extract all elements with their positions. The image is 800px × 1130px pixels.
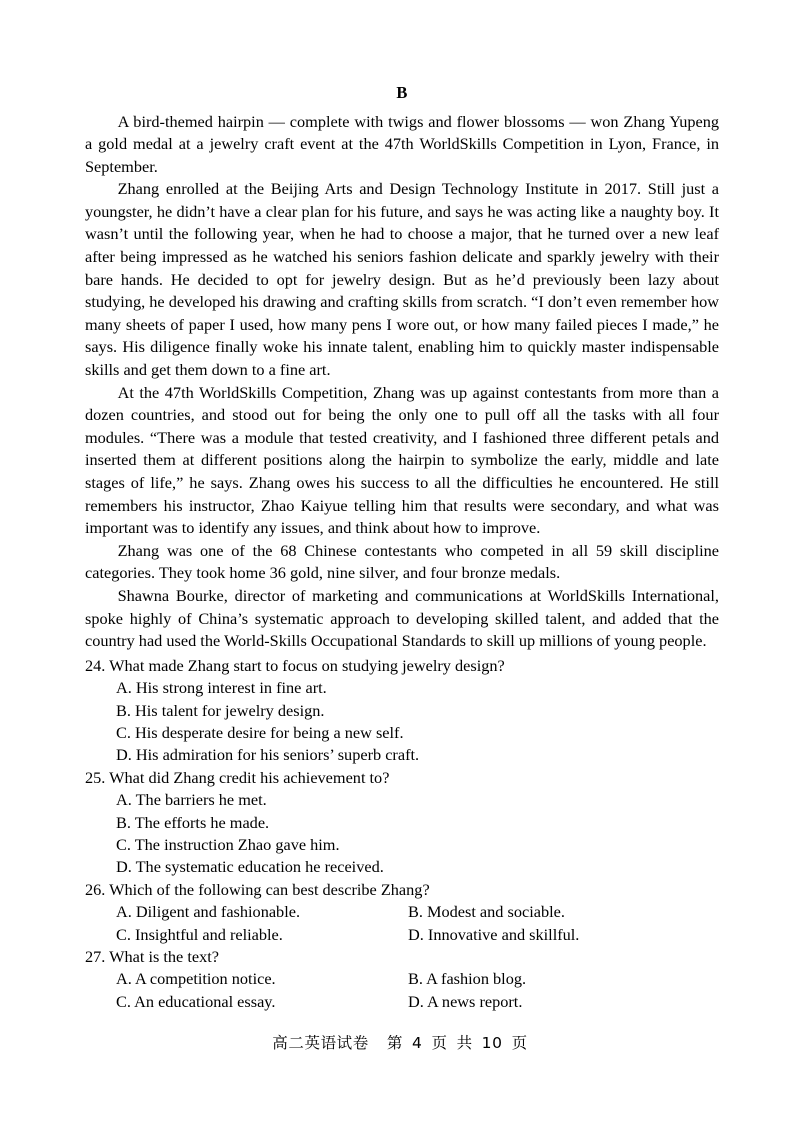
footer-page-unit-2: 页 [511,1034,528,1052]
section-heading: B [396,83,408,102]
question-27-option-c[interactable]: C. An educational essay. [116,991,276,1011]
page-content [85,82,719,1013]
question-27-option-b[interactable]: B. A fashion blog. [408,969,527,989]
question-26-option-a[interactable]: A. Diligent and fashionable. [116,902,301,922]
question-26-option-row-2 [85,924,719,946]
question-24-stem: 24. What made Zhang start to focus on studying jewelry design? [85,655,505,675]
question-26-option-b[interactable]: B. Modest and sociable. [408,902,565,922]
footer-of-label: 共 [456,1034,473,1052]
question-25-option-a[interactable]: A. The barriers he met. [116,790,267,810]
question-27-option-row-2 [85,991,719,1013]
question-26-option-d[interactable]: D. Innovative and skillful. [408,924,580,944]
passage-paragraph-3: At the 47th WorldSkills Competition, Zhang was up against contestants from more than a dozen countries, and stood out for being the only one to pull off all the tasks with all four modules. “There was a module that tested creativity, and I fashioned three different petals and inserted them at different positions along the hairpin to symbolize the early, middle and late stages of life,” he says. Zhang owes his success to all the difficulties he encountered. He still remembers his instructor, Zhao Kaiyue telling him that results were secondary, and what was important was to identify any issues, and think about how to improve. [85,382,719,538]
passage-paragraph-1: A bird-themed hairpin — complete with twigs and flower blossoms — won Zhang Yupeng a gold medal at a jewelry craft event at the 47th WorldSkills Competition in Lyon, France, in September. [85,111,719,176]
question-27-option-d[interactable]: D. A news report. [408,991,523,1011]
question-24 [85,655,719,767]
question-26 [85,879,719,946]
question-25-stem: 25. What did Zhang credit his achievement to? [85,767,390,787]
question-26-option-row-1 [85,901,719,923]
question-25-option-b[interactable]: B. The efforts he made. [116,812,270,832]
question-25-option-d[interactable]: D. The systematic education he received. [116,857,384,877]
question-27-option-row-1 [85,968,719,990]
question-25-option-c[interactable]: C. The instruction Zhao gave him. [116,835,340,854]
question-24-option-d[interactable]: D. His admiration for his seniors’ superb craft. [116,745,420,765]
passage-paragraph-5: Shawna Bourke, director of marketing and communications at WorldSkills International, spoke highly of China’s systematic approach to developing skilled talent, and added that the country had used the World-Skills Occupational Standards to skill up millions of young people. [85,585,719,651]
question-24-option-c[interactable]: C. His desperate desire for being a new self. [116,722,404,742]
footer-page-unit-1: 页 [431,1034,448,1052]
question-24-option-a[interactable]: A. His strong interest in fine art. [116,678,327,698]
question-25 [85,767,719,879]
question-26-option-c[interactable]: C. Insightful and reliable. [116,924,283,944]
question-24-option-b[interactable]: B. His talent for jewelry design. [116,700,325,720]
footer-page-label: 第 [386,1034,403,1052]
question-27-stem: 27. What is the text? [85,947,219,967]
question-27 [85,946,719,1013]
footer-exam-title: 高二英语试卷 [272,1034,369,1052]
passage-paragraph-4: Zhang was one of the 68 Chinese contestants who competed in all 59 skill discipline categories. They took home 36 gold, nine silver, and four bronze medals. [85,540,719,583]
footer-page-number: 4 [411,1034,423,1052]
question-list [85,655,719,1014]
page-footer [0,1032,800,1054]
footer-total-pages: 10 [481,1034,503,1052]
question-27-option-a[interactable]: A. A competition notice. [116,969,276,989]
passage-paragraph-2: Zhang enrolled at the Beijing Arts and Design Technology Institute in 2017. Still just a youngster, he didn’t have a clear plan for his future, and says he was acting like a naughty boy. It wasn’t until the following year, when he had to choose a major, that he turned over a new leaf after being impressed as he watched his seniors fashion delicate and sparkly jewelry with their bare hands. He decided to opt for jewelry design. But as he’d previously been lazy about studying, he developed his drawing and crafting skills from scratch. “I don’t even remember how many sheets of paper I used, how many pens I wore out, or how many failed pieces I made,” he says. His diligence finally woke his innate talent, enabling him to quickly master indispensable skills and get them down to a fine art. [85,179,719,380]
question-26-stem: 26. Which of the following can best describe Zhang? [85,879,430,899]
